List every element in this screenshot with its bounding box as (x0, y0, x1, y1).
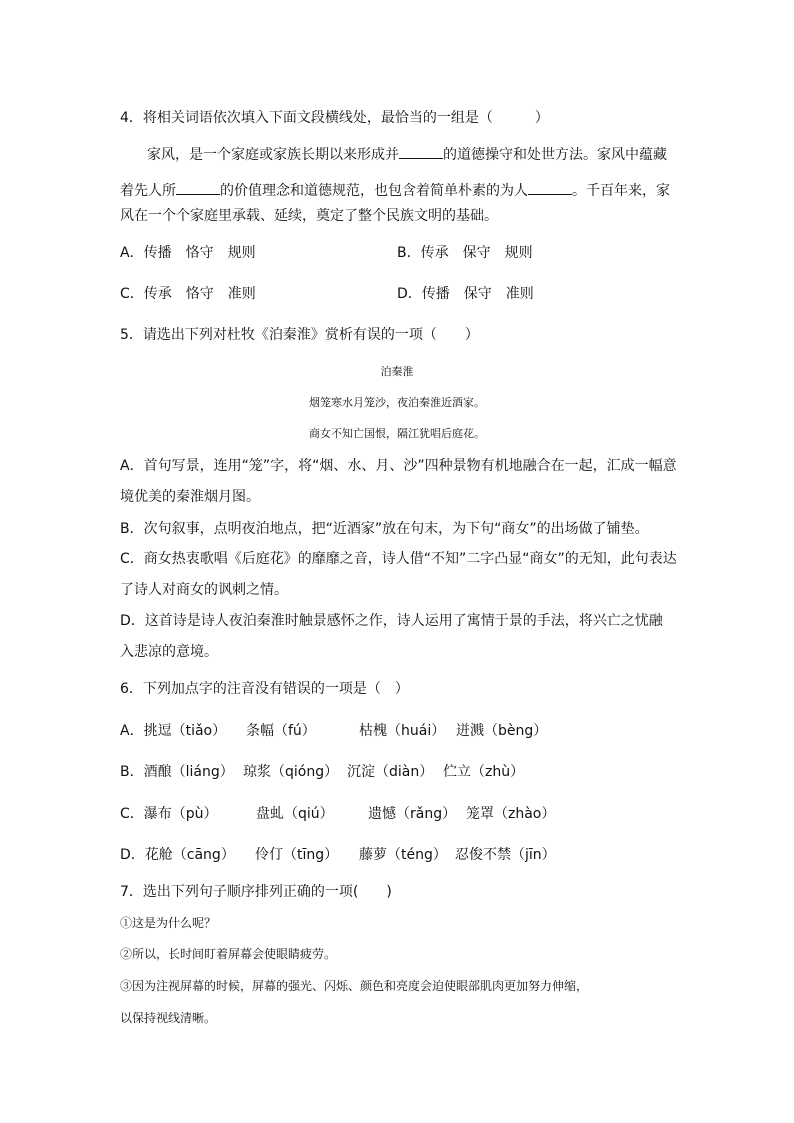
fill-blank-2 (176, 180, 220, 195)
q6-option-b-2: 琼浆（qióng） (243, 764, 339, 780)
q6-option-a-1: A．挑逗（tiǎo） (120, 723, 227, 739)
q7-sentence-1: ①这是为什么呢？ (120, 916, 217, 930)
q5-option-c-line-2: 了诗人对商女的讽刺之情。 (120, 582, 288, 598)
fill-blank-3 (528, 180, 572, 195)
q5-option-a-line-2: 境优美的秦淮烟月图。 (120, 489, 260, 505)
q5-option-d-line-2: 入悲凉的意境。 (120, 644, 218, 660)
q6-option-c-2: 盘虬（qiú） (256, 806, 334, 822)
q6-option-d-4: 忍俊不禁（jīn） (455, 847, 556, 863)
q5-option-d-line-1: D．这首诗是诗人夜泊秦淮时触景感怀之作，诗人运用了寓情于景的手法，将兴亡之忧融 (120, 613, 663, 629)
q7-stem: 7．选出下列句子顺序排列正确的一项( ) (120, 884, 392, 900)
q6-option-b-1: B．酒酿（liáng） (120, 764, 234, 780)
q5-option-c-line-1: C．商女热衷歌唱《后庭花》的靡靡之音，诗人借“不知”二字凸显“商女”的无知，此句表达 (120, 551, 677, 567)
q4-passage-text: 。千百年来，家 (572, 183, 670, 199)
q7-sentence-2: ②所以，长时间盯着屏幕会使眼睛疲劳。 (120, 947, 337, 961)
q6-option-a-4: 迸溅（bèng） (456, 723, 548, 739)
q5-option-b: B．次句叙事，点明夜泊地点，把“近酒家”放在句末，为下句“商女”的出场做了铺垫。 (120, 521, 649, 537)
q6-option-a-3: 枯槐（huái） (359, 723, 446, 739)
q4-passage-text: 的道德操守和处世方法。家风中蕴藏 (443, 147, 667, 163)
q4-passage-line-2 (120, 180, 670, 201)
q6-option-c-3: 遗憾（rǎng） (368, 806, 457, 822)
q4-passage-text: 着先人所 (120, 183, 176, 199)
q7-sentence-3-line-1: ③因为注视屏幕的时候，屏幕的强光、闪烁、颜色和亮度会迫使眼部肌肉更加努力伸缩， (120, 979, 589, 993)
poem-title: 泊秦淮 (380, 365, 414, 378)
q4-option-a: A．传播 恪守 规则 (120, 245, 256, 261)
q4-stem: 4．将相关词语依次填入下面文段横线处，最恰当的一组是（ ） (120, 110, 549, 126)
q6-option-d-3: 藤萝（téng） (359, 847, 447, 863)
q4-option-c: C．传承 恪守 准则 (120, 286, 256, 302)
q6-option-c-1: C．瀑布（pù） (120, 806, 218, 822)
q4-passage-line-3: 风在一个个家庭里承载、延续，奠定了整个民族文明的基础。 (120, 208, 498, 224)
q4-option-d: D．传播 保守 准则 (397, 286, 534, 302)
q6-option-a-2: 条幅（fú） (246, 723, 316, 739)
q7-sentence-3-line-2: 以保持视线清晰。 (120, 1011, 217, 1025)
poem-line-1: 烟笼寒水月笼沙，夜泊秦淮近酒家。 (309, 396, 485, 409)
q6-option-b-3: 沉淀（diàn） (347, 764, 434, 780)
q6-option-d-1: D．花舱（cāng） (120, 847, 235, 863)
q4-passage-text: 家风，是一个家庭或家族长期以来形成并 (147, 147, 399, 163)
q4-passage-line-1 (147, 144, 667, 165)
q6-stem: 6．下列加点字的注音没有错误的一项是（ ） (120, 681, 409, 697)
q5-stem: 5．请选出下列对杜牧《泊秦淮》赏析有误的一项（ ） (120, 327, 479, 343)
q4-option-b: B．传承 保守 规则 (397, 245, 533, 261)
poem-line-2: 商女不知亡国恨，隔江犹唱后庭花。 (309, 427, 485, 440)
q6-option-b-4: 伫立（zhù） (443, 764, 525, 780)
q6-option-d-2: 伶仃（tīng） (255, 847, 339, 863)
q4-passage-text: 的价值理念和道德规范，也包含着简单朴素的为人 (220, 183, 528, 199)
q5-option-a-line-1: A．首句写景，连用“笼”字，将“烟、水、月、沙”四种景物有机地融合在一起，汇成一幅意 (120, 458, 677, 474)
q6-option-c-4: 笼罩（zhào） (466, 806, 556, 822)
fill-blank-1 (399, 144, 443, 159)
